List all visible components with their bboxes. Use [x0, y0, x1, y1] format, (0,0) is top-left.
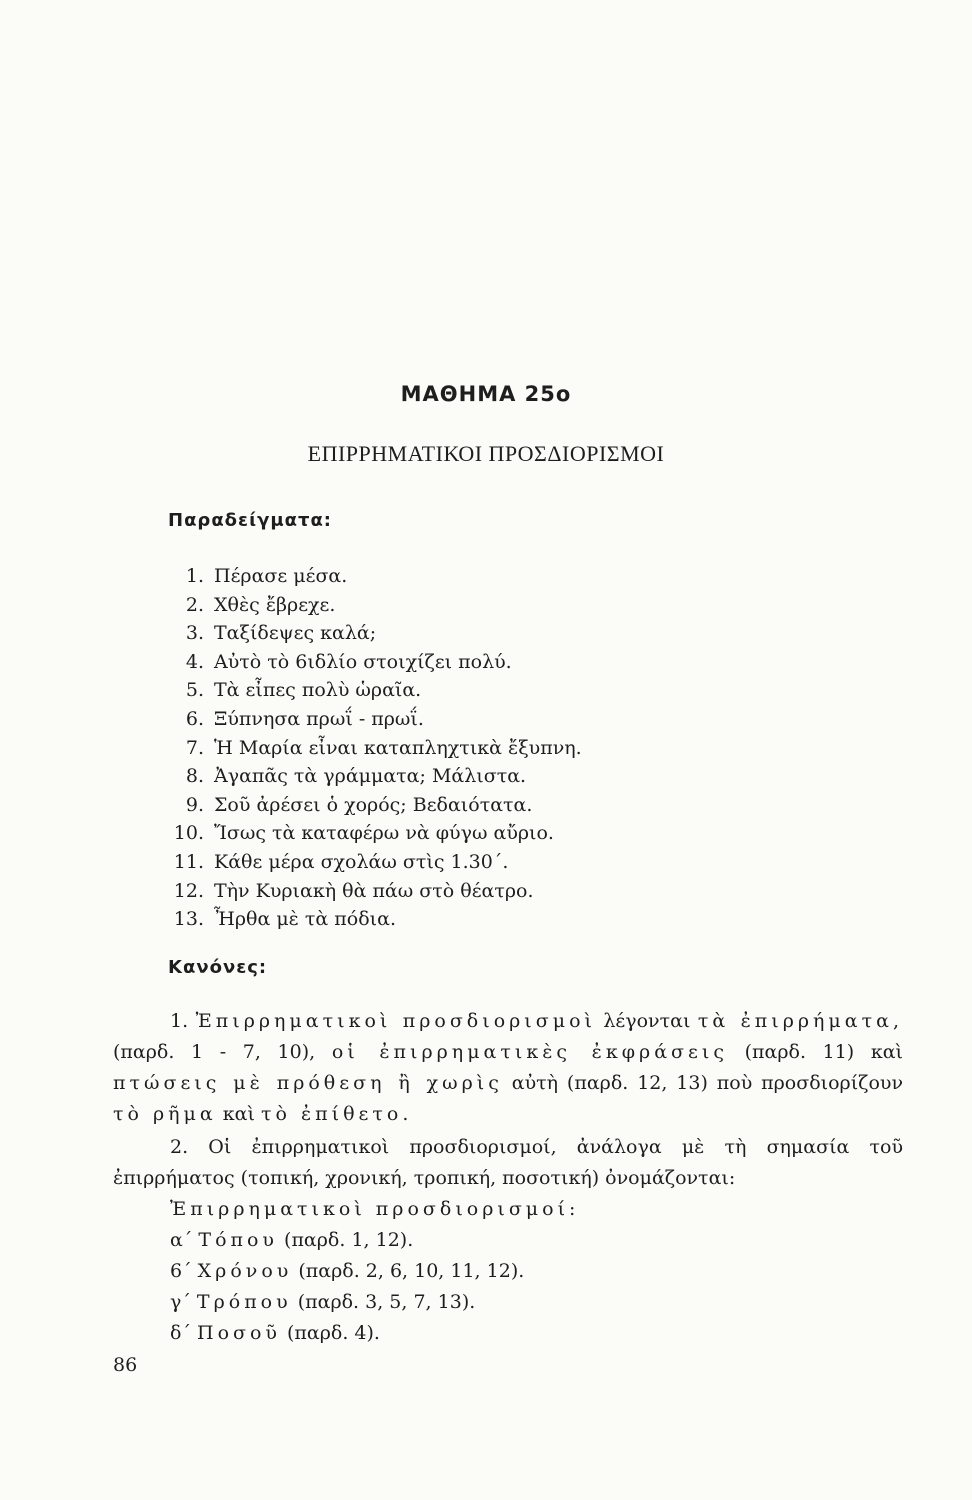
item-text: Κάθε μέρα σχολάω στὶς 1.30΄.	[214, 850, 509, 873]
item-text: Πέρασε μέσα.	[214, 565, 348, 587]
rule-number: 2.	[170, 1136, 189, 1158]
rule-term: Ἐπιρρηματικοὶ προσδιορισμοὶ	[195, 1010, 596, 1032]
rule-2	[113, 1132, 903, 1194]
item-text: Αὐτὸ τὸ 6ιδλίο στοιχίζει πολύ.	[214, 650, 512, 673]
rule-text: αὐτὴ (παρδ. 12, 13) ποὺ προσδιορίζουν	[502, 1072, 903, 1094]
item-text: Ἡ Μαρία εἶναι καταπληχτικὰ ἔξυπνη.	[214, 736, 582, 759]
chapter-title: ΕΠΙΡΡΗΜΑΤΙΚΟΙ ΠΡΟΣΔΙΟΡΙΣΜΟΙ	[307, 441, 665, 466]
category-name: Τόπου	[198, 1229, 278, 1251]
rule-text: (παρδ. 1 - 7, 10),	[113, 1041, 332, 1063]
item-number: 9.	[185, 793, 204, 816]
category-letter: γ΄	[170, 1291, 191, 1313]
category-letter: δ΄	[170, 1322, 191, 1344]
item-number: 10.	[173, 822, 204, 845]
item-text: Ἦρθα μὲ τὰ πόδια.	[214, 908, 396, 931]
item-number: 6.	[185, 707, 204, 730]
rule-2-lead: Ἐπιρρηματικοὶ προσδιορισμοί:	[170, 1198, 580, 1220]
list-item	[170, 1318, 903, 1349]
category-name: Ποσοῦ	[197, 1322, 281, 1344]
list-item	[168, 848, 582, 877]
item-number: 2.	[185, 593, 204, 616]
list-item	[170, 1225, 903, 1256]
list-item	[168, 591, 582, 620]
list-item	[168, 762, 582, 791]
rule-text: καὶ	[216, 1103, 261, 1125]
list-item	[168, 562, 582, 591]
category-refs: (παρδ. 3, 5, 7, 13).	[297, 1291, 476, 1313]
item-number: 4.	[185, 650, 204, 673]
rule-term: τὸ ρῆμα	[113, 1103, 217, 1125]
item-text: Τὴν Κυριακὴ θὰ πάω στὸ θέατρο.	[214, 879, 534, 902]
item-number: 1.	[185, 565, 204, 587]
rule-1	[113, 1006, 903, 1130]
rule-text: λέγονται	[595, 1010, 698, 1032]
list-item	[168, 877, 582, 906]
item-number: 12.	[173, 879, 204, 902]
rules-heading: Κανόνες:	[168, 957, 268, 978]
rule-number: 1.	[170, 1010, 189, 1032]
category-letter: 6΄	[170, 1260, 192, 1282]
list-item	[168, 819, 582, 848]
rules-body	[113, 1006, 903, 1349]
list-item	[168, 791, 582, 820]
rule-term: πτώσεις μὲ πρόθεση ἢ χωρὶς	[113, 1072, 503, 1094]
item-number: 5.	[185, 679, 204, 702]
category-list	[113, 1225, 903, 1349]
list-item	[170, 1287, 903, 1318]
category-refs: (παρδ. 1, 12).	[284, 1229, 414, 1251]
item-text: Ἴσως τὰ καταφέρω νὰ φύγω αὔριο.	[214, 822, 554, 845]
rule-term: οἱ ἐπιρρηματικὲς ἐκφράσεις	[331, 1041, 728, 1063]
list-item	[168, 619, 582, 648]
item-text: Τὰ εἶπες πολὺ ὡραῖα.	[214, 679, 422, 702]
item-number: 3.	[185, 622, 204, 645]
item-text: Χθὲς ἔβρεχε.	[214, 593, 336, 616]
item-text: Σοῦ ἀρέσει ὁ χορός; Βεδαιότατα.	[214, 793, 533, 816]
rule-term: τὸ ἐπίθετο.	[260, 1103, 413, 1125]
item-text: Ταξίδεψες καλά;	[214, 622, 377, 645]
item-number: 13.	[173, 908, 204, 931]
item-number: 7.	[185, 736, 204, 759]
list-item	[168, 705, 582, 734]
rule-text: Οἱ ἐπιρρηματικοὶ προσδιορισμοί, ἀνάλογα μὲ τὴ σημασία τοῦ ἐπιρρήματος (τοπική, χρονική, τροπική, ποσοτική) ὀνομάζονται:	[113, 1136, 903, 1189]
examples-heading: Παραδείγματα:	[168, 510, 333, 531]
category-refs: (παρδ. 2, 6, 10, 11, 12).	[298, 1260, 525, 1282]
category-letter: α΄	[170, 1229, 193, 1251]
lesson-title: ΜΑΘΗΜΑ 25ο	[400, 382, 572, 406]
list-item	[168, 676, 582, 705]
item-number: 8.	[185, 765, 204, 788]
item-number: 11.	[173, 850, 204, 873]
list-item	[170, 1256, 903, 1287]
page-number: 86	[113, 1354, 138, 1376]
rule-term: τὰ ἐπιρρήματα,	[697, 1010, 903, 1032]
list-item	[168, 905, 582, 934]
category-name: Τρόπου	[196, 1291, 292, 1313]
item-text: Ἀγαπᾶς τὰ γράμματα; Μάλιστα.	[214, 765, 527, 788]
rule-text: (παρδ. 11) καὶ	[727, 1041, 903, 1063]
examples-list	[168, 562, 582, 934]
list-item	[168, 648, 582, 677]
item-text: Ξύπνησα πρωΐ - πρωΐ.	[214, 707, 424, 730]
list-item	[168, 734, 582, 763]
category-name: Χρόνου	[197, 1260, 293, 1282]
category-refs: (παρδ. 4).	[287, 1322, 380, 1344]
